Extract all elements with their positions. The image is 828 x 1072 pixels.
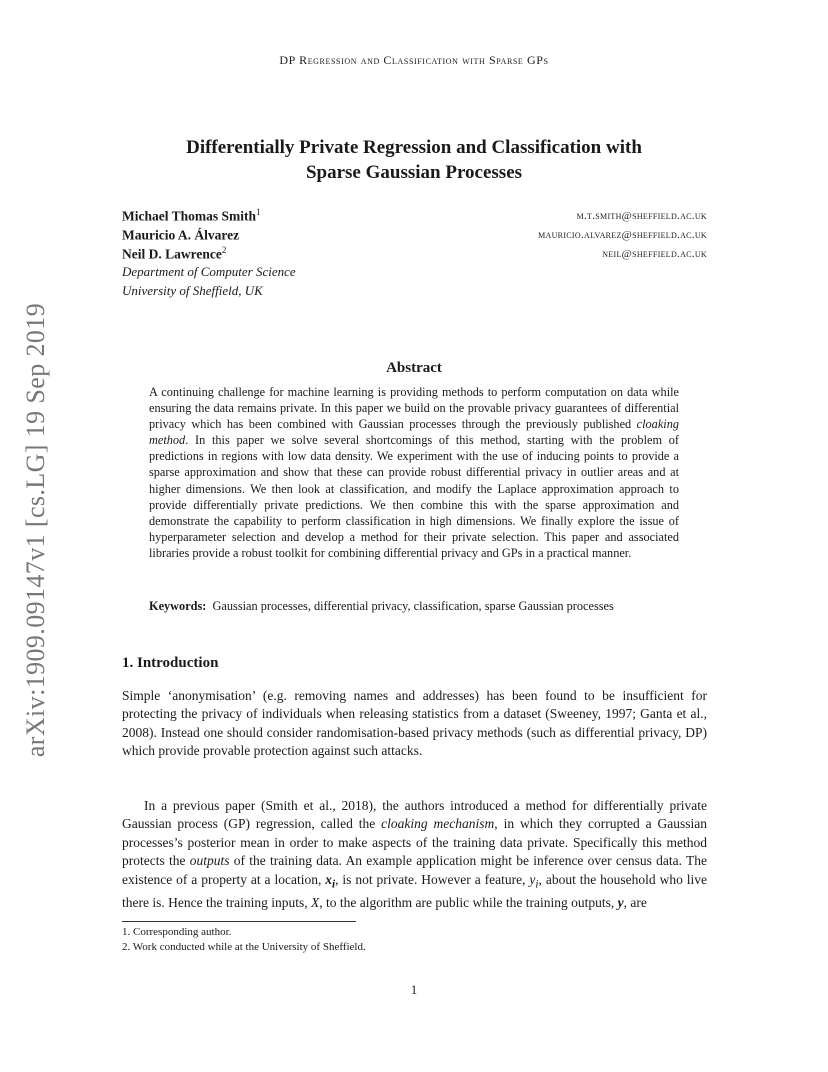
paper-title bbox=[120, 135, 708, 185]
footnote: 1. Corresponding author. bbox=[122, 926, 232, 938]
title-line-1: Differentially Private Regression and Classification with bbox=[186, 137, 642, 158]
affiliation-department: Department of Computer Science bbox=[122, 264, 296, 279]
abstract-heading: Abstract bbox=[386, 360, 442, 376]
author-name: Neil D. Lawrence$^2$ bbox=[122, 245, 227, 262]
affiliation-university: University of Sheffield, UK bbox=[122, 283, 263, 298]
author-email[interactable]: neil@sheffield.ac.uk bbox=[602, 248, 707, 260]
intro-paragraph-2: In a previous paper (Smith et al., 2018), the authors introduced a method for differentially private Gaussian process (GP) regression, called the cloaking mechanism, in which they corrupted a Gaussian processes’s posterior mean in order to make aspects of the training data private. Specifically this method protects the outputs of the training data. An example application might be inference over census data. The existence of a property at a location, $x_i$, is not private. However a feature, $y_i$, about the household who live there is. Hence the training inputs, X, to the algorithm are public while the training outputs, y, are bbox=[122, 798, 707, 910]
author-name: Mauricio A. Álvarez bbox=[122, 227, 240, 243]
title-line-2: Sparse Gaussian Processes bbox=[305, 162, 523, 183]
running-head: DP Regression and Classification with Sparse GPs bbox=[279, 53, 549, 67]
author-email[interactable]: mauricio.alvarez@sheffield.ac.uk bbox=[538, 229, 707, 241]
section-heading: 1. Introduction bbox=[122, 655, 219, 671]
intro-paragraph-1: Simple ‘anonymisation’ (e.g. removing names and addresses) has been found to be insufficient for protecting the privacy of individuals when releasing statistics from a dataset (Sweeney, 1997; Ganta et al., 2008). Instead one should consider randomisation-based privacy methods (such as differential privacy, DP) which provide provable protection against such attacks. bbox=[122, 688, 707, 759]
abstract-text: A continuing challenge for machine learning is providing methods to perform computation on data while ensuring the data remains private. In this paper we build on the provable privacy guarantees of differential privacy which has been combined with Gaussian processes through the previously published cloaking method. In this paper we solve several shortcomings of this method, starting with the problem of predictions in regions with low data density. We experiment with the use of inducing points to provide a sparse approximation and show that these can provide robust differential privacy in outlier areas and at higher dimensions. We then look at classification, and modify the Laplace approximation approach to provide differentially private predictions. We then combine this with the sparse approximation and demonstrate the capability to perform classification in high dimensions. We finally explore the issue of hyperparameter selection and develop a method for their private selection. This paper and associated libraries provide a robust toolkit for combining differential privacy and GPs in a practical manner. bbox=[149, 385, 679, 560]
keywords bbox=[149, 598, 679, 614]
author-name: Michael Thomas Smith$^1$ bbox=[122, 207, 261, 224]
page-number: 1 bbox=[410, 982, 418, 997]
footnote-rule bbox=[122, 921, 356, 922]
arxiv-stamp: arXiv:1909.09147v1 [cs.LG] 19 Sep 2019 bbox=[21, 302, 51, 758]
keywords-text: Gaussian processes, differential privacy, classification, sparse Gaussian processes bbox=[212, 599, 614, 613]
author-email[interactable]: m.t.smith@sheffield.ac.uk bbox=[576, 210, 707, 222]
footnote: 2. Work conducted while at the University of Sheffield. bbox=[122, 941, 366, 953]
keywords-label: Keywords: bbox=[149, 599, 207, 613]
